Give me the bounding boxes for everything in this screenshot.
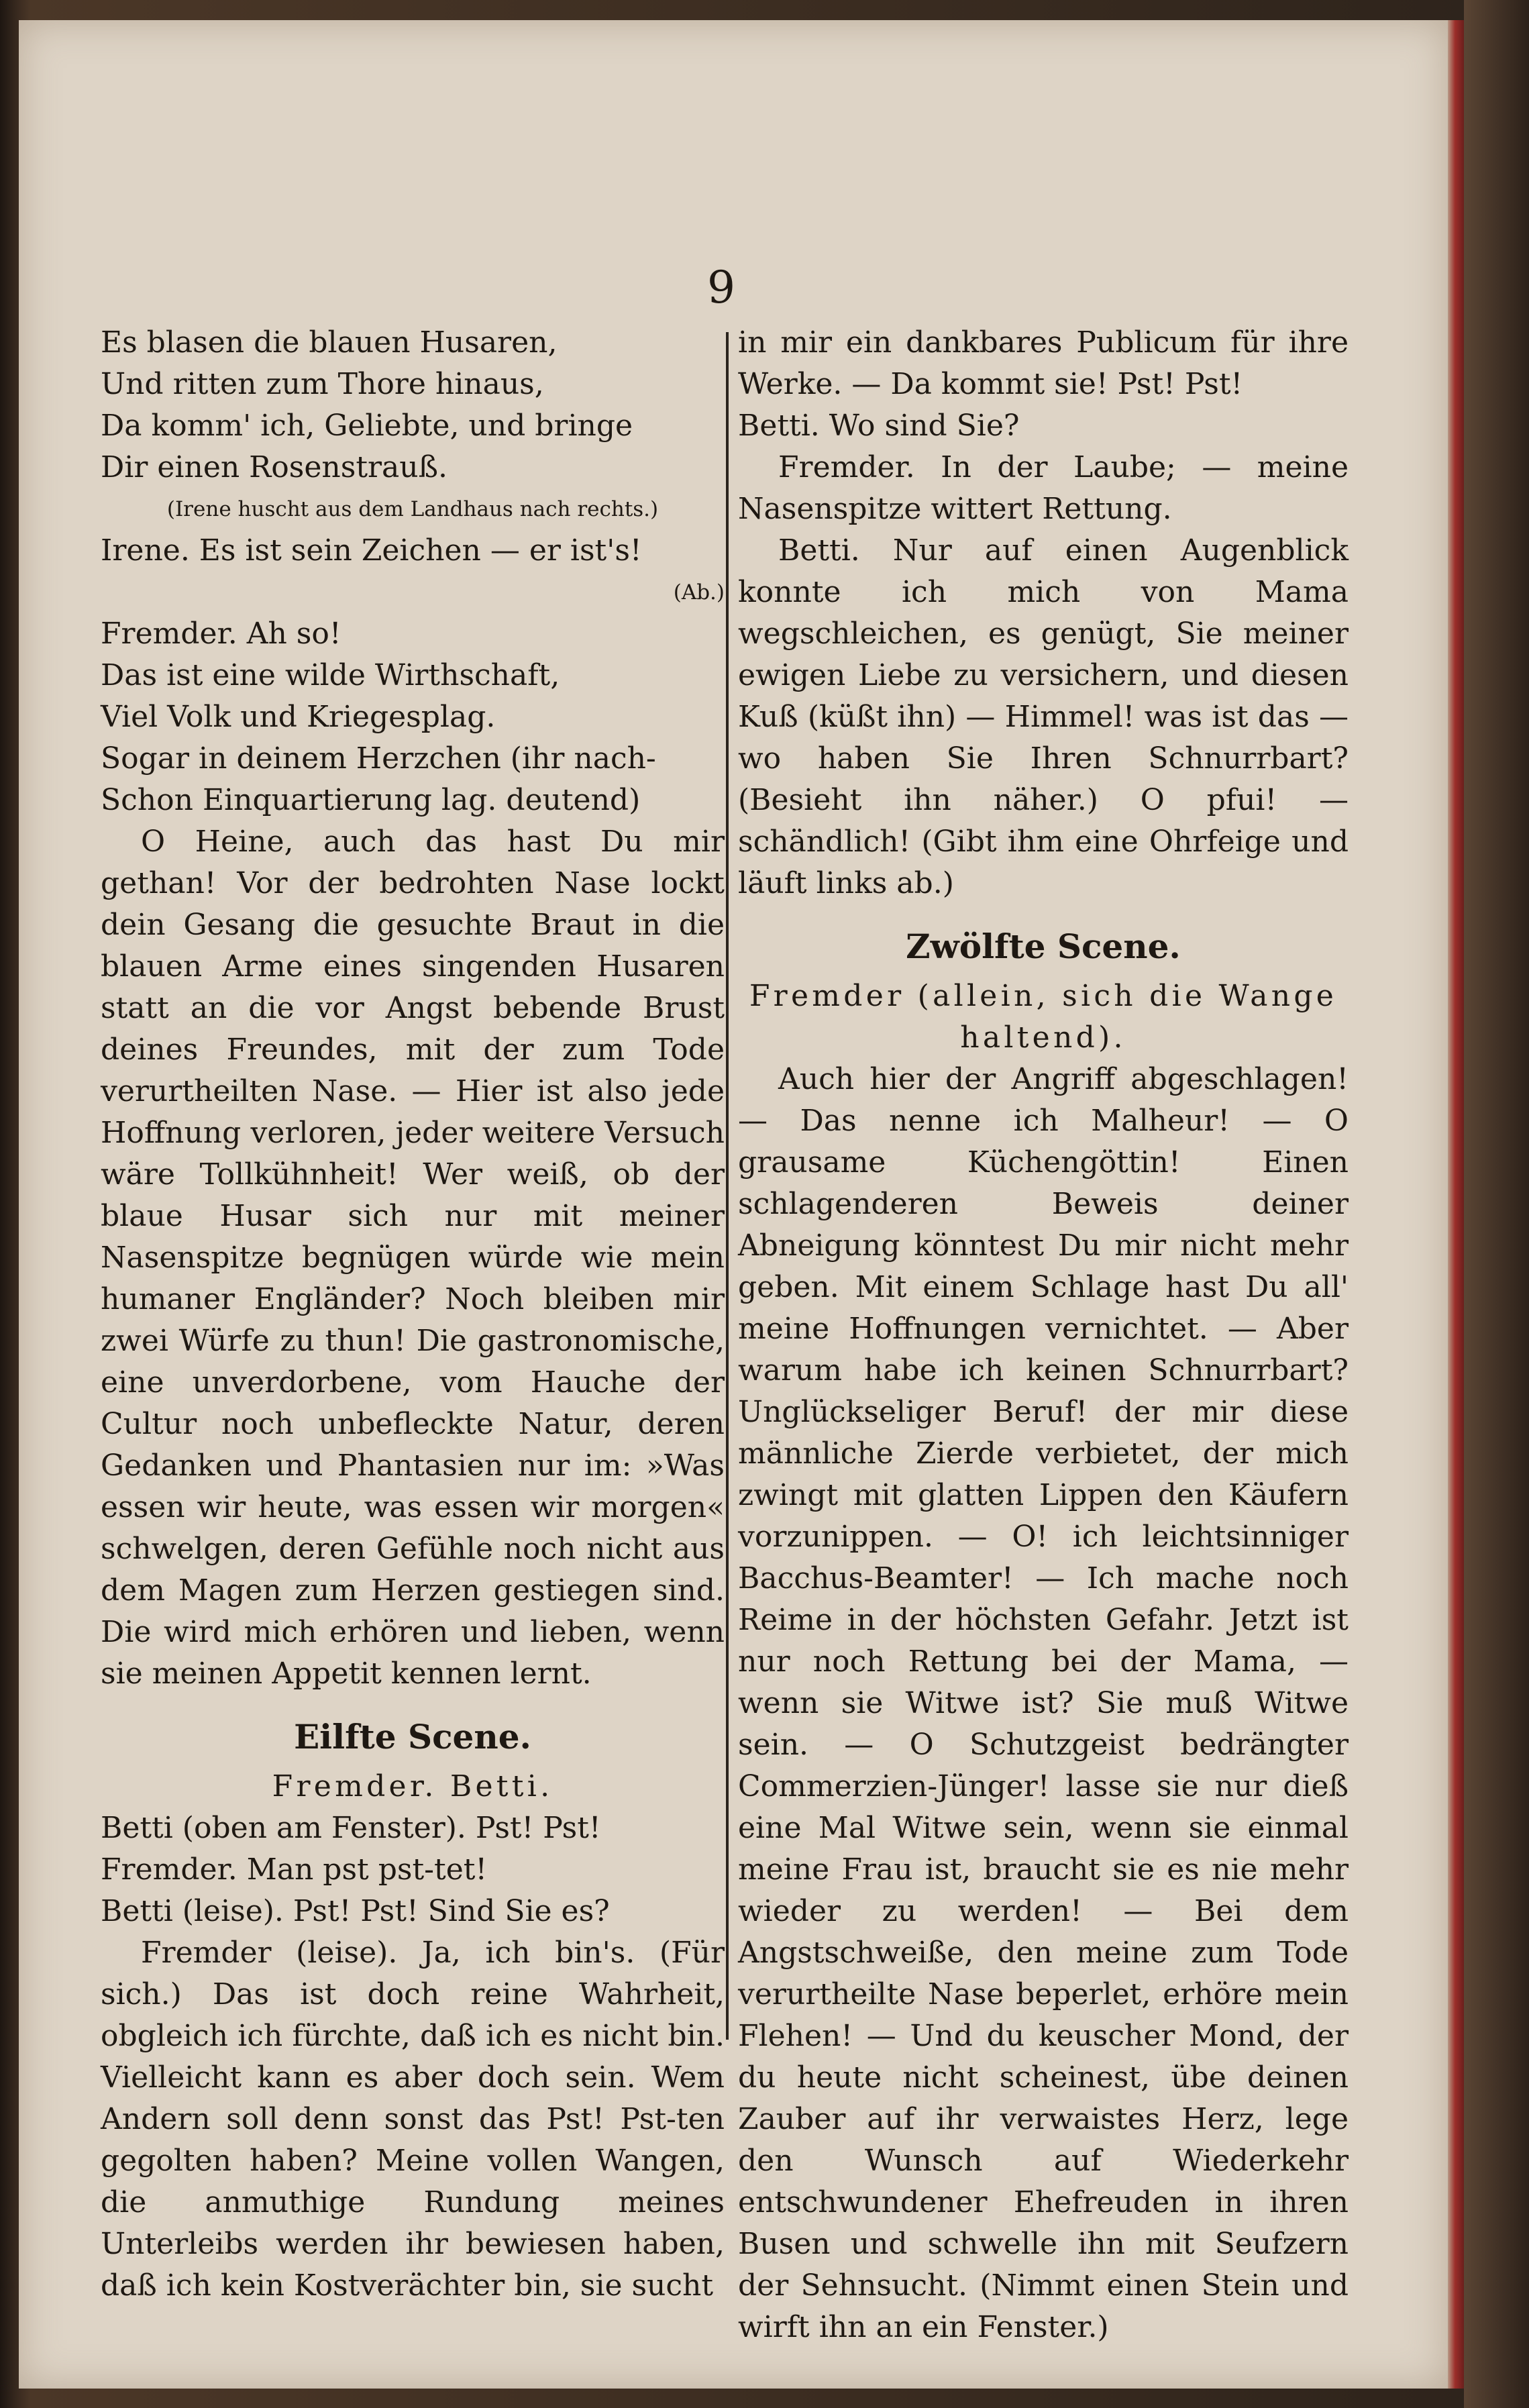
text-line: Dir einen Rosenstrauß. <box>101 450 447 484</box>
text-line: Auch hier der Angriff abgeschlagen! — Das nenne ich Malheur! — O grausame Küchengöttin! Einen schlagenderen Beweis deiner Abneigung könntest Du mir nicht mehr geben. Mit einem Schlage hast Du all' meine Hoffnungen vernichtet. — Aber warum habe ich keinen Schnurrbart? Unglückseliger Beruf! der mir diese männliche Zierde verbietet, der mich zwingt mit glatten Lippen den Käufern vorzunippen. — O! ich leichtsinniger Bacchus-Beamter! — Ich mache noch Reime in der höchsten Gefahr. Jetzt ist nur noch Rettung bei der Mama, — wenn sie Witwe ist? Sie muß Witwe sein. — O Schutzgeist bedrängter Commerzien-Jünger! lasse sie nur dieß eine Mal Witwe sein, wenn sie einmal meine Frau ist, braucht sie es nie mehr wieder zu werden! — Bei dem Angstschweiße, den meine zum Tode verurtheilte Nase beperlet, erhöre mein Flehen! — Und du keuscher Mond, der du heute nicht scheinest, übe deinen Zauber auf ihr verwaistes Herz, lege den Wunsch auf Wiederkehr entschwundener Ehefreuden in ihren Busen und schwelle ihn mit Seufzern der Sehnsucht. (Nimmt einen Stein und wirft ihn an ein Fenster.) <box>738 1062 1349 2344</box>
text-line: (Ab.) <box>673 580 725 605</box>
text-line: Fremder (leise). Ja, ich bin's. (Für sich.) Das ist doch reine Wahrheit, obgleich ich fürchte, daß ich es nicht bin. Vielleicht kann es aber doch sein. Wem Andern soll denn sonst das Pst! Pst-ten gegolten haben? Meine vollen Wangen, die anmuthige Rundung meines Unterleibs werden ihr bewiesen haben, daß ich kein Kostverächter bin, sie sucht <box>101 1936 725 2303</box>
text-line: O Heine, auch das hast Du mir gethan! Vor der bedrohten Nase lockt dein Gesang die gesuchte Braut in die blauen Arme eines singenden Husaren statt an die vor Angst bebende Brust deines Freundes, mit der zum Tode verurtheilten Nase. — Hier ist also jede Hoffnung verloren, jeder weitere Versuch wäre Tollkühnheit! Wer weiß, ob der blaue Husar sich nur mit meiner Nasenspitze begnügen würde wie mein humaner Engländer? Noch bleiben mir zwei Würfe zu thun! Die gastronomische, eine unverdorbene, vom Hauche der Cultur noch unbefleckte Natur, deren Gedanken und Phantasien nur im: »Was essen wir heute, was essen wir morgen« schwelgen, deren Gefühle noch nicht aus dem Magen zum Herzen gestiegen sind. Die wird mich erhören und lieben, wenn sie meinen Appetit kennen lernt. <box>101 825 725 1691</box>
right-column <box>738 322 1349 2348</box>
text-line: Da komm' ich, Geliebte, und bringe <box>101 409 633 443</box>
text-line: Betti. Nur auf einen Augenblick konnte ich mich von Mama wegschleichen, es genügt, Sie meiner ewigen Liebe zu versichern, und diesen Kuß (küßt ihn) — Himmel! was ist das — wo haben Sie Ihren Schnurrbart? (Besieht ihn näher.) O pfui! — schändlich! (Gibt ihm eine Ohrfeige und läuft links ab.) <box>738 533 1349 900</box>
book-cover <box>1464 0 1529 2408</box>
column-divider <box>726 332 729 2040</box>
text-line: Fremder. Ah so! <box>101 617 341 651</box>
text-line: Fremder. In der Laube; — meine Nasenspitze wittert Rettung. <box>738 450 1349 526</box>
text-line: in mir ein dankbares Publicum für ihre Werke. — Da kommt sie! Pst! Pst! <box>738 325 1349 401</box>
scene-title: Eilfte Scene. <box>294 1717 531 1757</box>
text-line: Viel Volk und Kriegesplag. <box>101 700 496 734</box>
text-line: Das ist eine wilde Wirthschaft, <box>101 658 560 692</box>
text-line: Sogar in deinem Herzchen (ihr nach- <box>101 741 656 776</box>
text-line: Betti (leise). Pst! Pst! Sind Sie es? <box>101 1894 610 1928</box>
page-edge <box>1448 20 1464 2389</box>
text-line: Fremder (allein, sich die Wange haltend). <box>749 979 1338 1055</box>
text-line: Irene. Es ist sein Zeichen — er ist's! <box>101 533 642 568</box>
page-number: 9 <box>707 262 735 313</box>
text-line: Fremder. Man pst pst-tet! <box>101 1852 488 1887</box>
scene-title: Zwölfte Scene. <box>906 927 1181 966</box>
text-line: Betti (oben am Fenster). Pst! Pst! <box>101 1811 601 1845</box>
text-line: (Irene huscht aus dem Landhaus nach rechts.) <box>166 497 659 521</box>
text-line: Schon Einquartierung lag. deutend) <box>101 783 641 817</box>
text-line: Betti. Wo sind Sie? <box>738 409 1020 443</box>
text-line: Fremder. Betti. <box>272 1769 553 1803</box>
left-column <box>101 322 725 2307</box>
text-line: Es blasen die blauen Husaren, <box>101 325 558 360</box>
text-line: Und ritten zum Thore hinaus, <box>101 367 544 401</box>
